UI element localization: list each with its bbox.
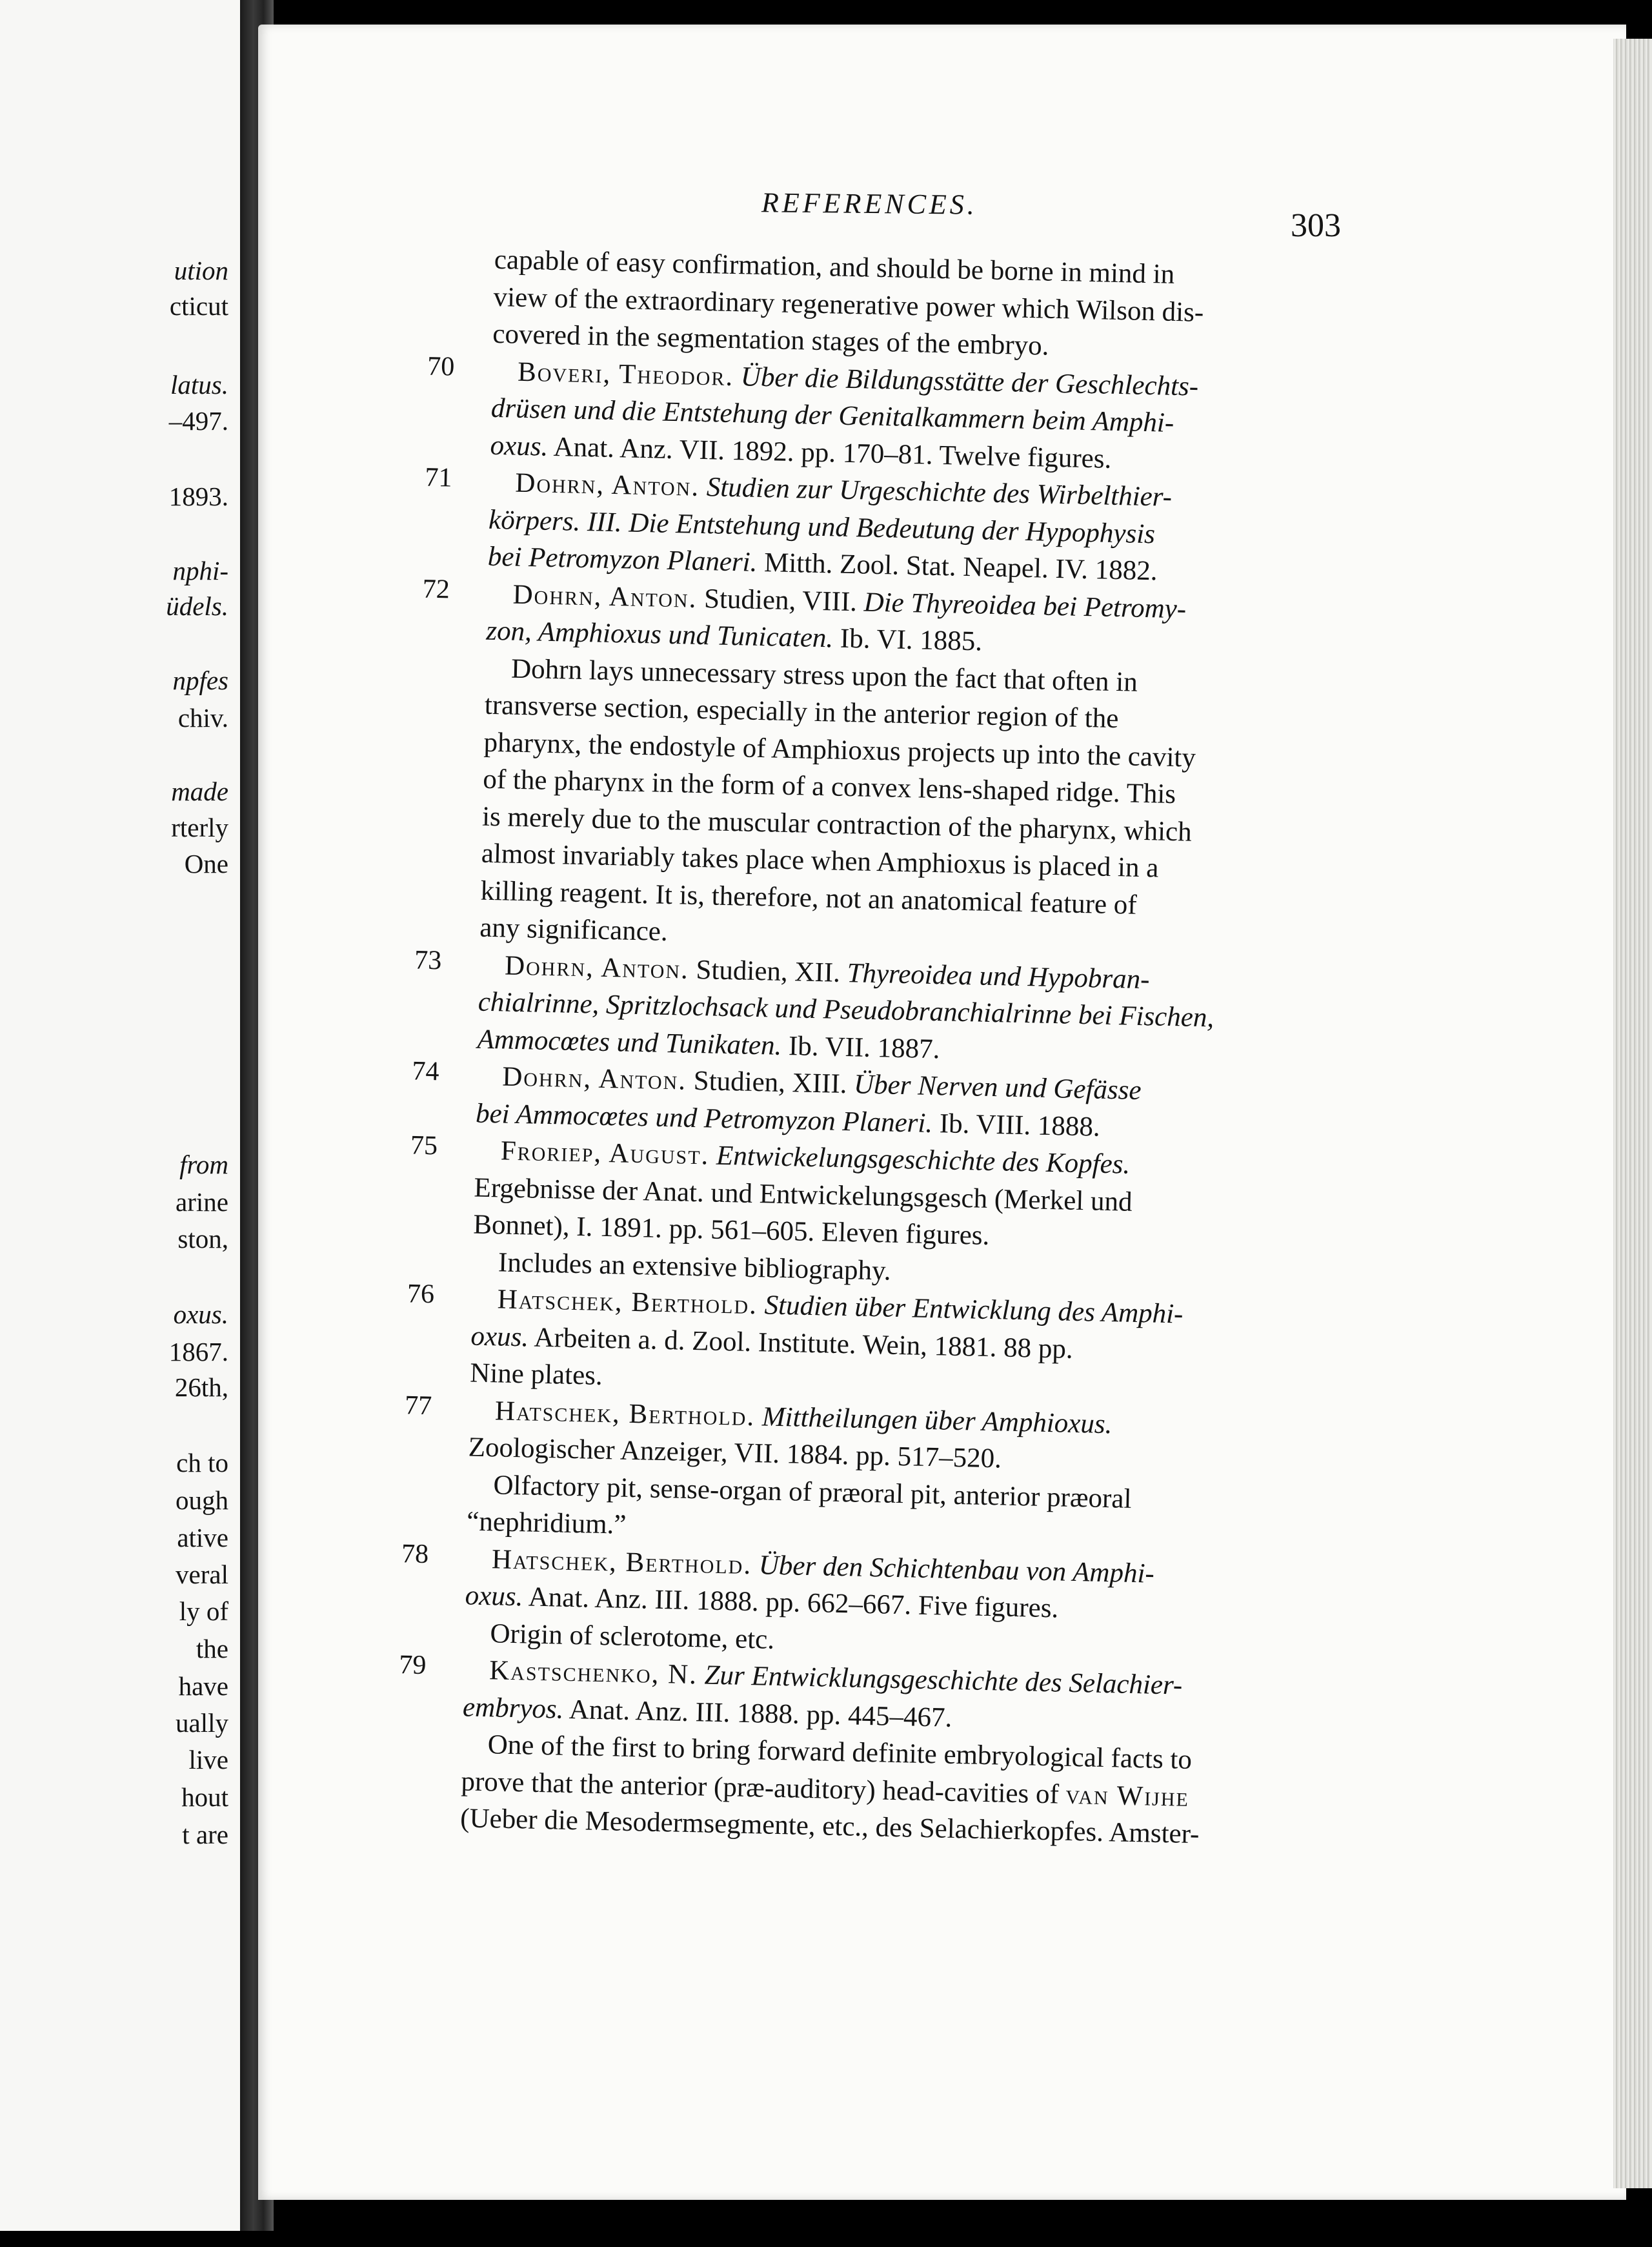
reference-line xyxy=(467,1507,627,1538)
reference-line xyxy=(473,1211,990,1250)
title-text: drüsen und die Entstehung der Genitalkammern beim Amphi- xyxy=(490,392,1174,438)
author-name: Dohrn, Anton. xyxy=(514,467,700,502)
body-text: Anat. Anz. III. 1888. pp. 662–667. Five figures. xyxy=(522,1581,1059,1624)
reference-heading-line xyxy=(489,1656,1183,1699)
left-page-fragment: ough xyxy=(176,1485,228,1515)
body-text: Dohrn lays unnecessary stress upon the fact that often in xyxy=(510,653,1138,698)
left-page-fragment: 26th, xyxy=(174,1372,228,1402)
reference-line xyxy=(482,802,1192,846)
body-text: Studien, XII. xyxy=(689,954,848,988)
page-number: 303 xyxy=(1291,207,1341,244)
reference-heading-line xyxy=(505,951,1150,993)
body-text: almost invariably takes place when Amphioxus is placed in a xyxy=(481,838,1159,884)
left-page-fragment: oxus. xyxy=(173,1299,228,1329)
left-page-fragment: 1893. xyxy=(168,482,228,511)
left-page-fragment: ston, xyxy=(177,1224,228,1254)
left-page-fragment: One xyxy=(184,849,228,879)
author-name: Dohrn, Anton. xyxy=(512,579,698,614)
left-page-fragment: cticut xyxy=(169,291,228,321)
left-page-fragment: ly of xyxy=(179,1596,228,1626)
reference-line xyxy=(483,728,1196,771)
reference-line xyxy=(487,543,1158,585)
reference-line xyxy=(476,1099,1100,1141)
title-text: bei Ammocœtes und Petromyzon Planeri. xyxy=(475,1098,933,1139)
reference-number: 79 xyxy=(398,1650,427,1681)
title-text: oxus. xyxy=(470,1320,529,1352)
body-text: Ib. VI. 1885. xyxy=(832,623,983,657)
reference-line xyxy=(481,840,1158,882)
reference-line xyxy=(474,1174,1133,1215)
reference-heading-line xyxy=(500,1137,1130,1178)
reference-number: 77 xyxy=(404,1390,432,1421)
title-text: zon, Amphioxus und Tunicaten. xyxy=(485,615,834,654)
reference-line xyxy=(468,1433,1002,1472)
reference-line xyxy=(490,394,1174,437)
reference-heading-line xyxy=(492,1545,1155,1587)
reference-line xyxy=(463,1693,952,1732)
left-page-fragment: live xyxy=(188,1745,228,1774)
left-page-fragment: 1867. xyxy=(168,1337,228,1367)
title-text: Über die Bildungsstätte der Geschlechts- xyxy=(733,361,1199,402)
title-text: Mittheilungen über Amphioxus. xyxy=(754,1401,1113,1439)
reference-heading-line xyxy=(518,358,1199,400)
reference-line xyxy=(470,1359,603,1389)
left-page-fragment: rterly xyxy=(171,813,228,842)
body-text: prove that the anterior (præ-auditory) head-cavities of xyxy=(461,1765,1067,1810)
continuation-line: covered in the segmentation stages of the embryo. xyxy=(492,318,1049,361)
left-page-fragment: made xyxy=(171,777,228,806)
reference-line xyxy=(484,691,1118,733)
reference-number: 74 xyxy=(412,1056,440,1087)
left-page-fragment: nphi- xyxy=(172,556,228,585)
left-page-fragment: chiv. xyxy=(177,703,228,733)
author-name: Dohrn, Anton. xyxy=(501,1061,687,1096)
left-page-fragment: t are xyxy=(182,1820,228,1849)
body-text: Bonnet), I. 1891. pp. 561–605. Eleven figures. xyxy=(472,1209,990,1251)
body-text: killing reagent. It is, therefore, not an anatomical feature of xyxy=(480,875,1138,920)
title-text: oxus. xyxy=(490,430,549,462)
reference-line xyxy=(479,914,668,946)
reference-line xyxy=(487,1731,1192,1774)
body-text: Origin of sclerotome, etc. xyxy=(490,1618,775,1655)
body-text: Studien, XIII. xyxy=(686,1065,854,1100)
running-header: REFERENCES. xyxy=(761,187,978,221)
title-text: Zur Entwicklungsgeschichte des Selachier- xyxy=(697,1660,1183,1701)
reference-line xyxy=(477,1025,940,1063)
body-text: Zoologischer Anzeiger, VII. 1884. pp. 517–520. xyxy=(468,1432,1002,1474)
title-text: körpers. III. Die Entstehung und Bedeutung der Hypophysis xyxy=(488,504,1156,549)
reference-number: 76 xyxy=(407,1279,435,1310)
body-text: Ib. VII. 1887. xyxy=(781,1030,940,1064)
body-text: Ib. VIII. 1888. xyxy=(932,1108,1101,1143)
title-text: Die Thyreoidea bei Petromy- xyxy=(863,587,1187,624)
body-text: (Ueber die Mesodermsegmente, etc., des Selachierkopfes. Amster- xyxy=(459,1803,1200,1850)
reference-line xyxy=(478,988,1214,1032)
body-text: Mitth. Zool. Stat. Neapel. IV. 1882. xyxy=(756,547,1158,587)
reference-heading-line xyxy=(502,1062,1142,1104)
title-text: Thyreoidea und Hypobran- xyxy=(847,957,1150,995)
body-text: One of the first to bring forward definite embryological facts to xyxy=(487,1729,1193,1776)
body-text: is merely due to the muscular contraction of the pharynx, which xyxy=(481,801,1193,848)
reference-line xyxy=(465,1581,1058,1622)
left-page-fragment: –497. xyxy=(168,406,228,436)
body-text: Ergebnisse der Anat. und Entwickelungsgesch (Merkel und xyxy=(474,1172,1133,1217)
body-text: Anat. Anz. VII. 1892. pp. 170–81. Twelve figures. xyxy=(547,431,1112,474)
body-text: “nephridium.” xyxy=(466,1506,627,1540)
left-page-fragment: ually xyxy=(176,1708,228,1738)
reference-line xyxy=(511,655,1138,696)
author-name: van Wijhe xyxy=(1065,1779,1190,1813)
author-name: Froriep, August. xyxy=(500,1135,710,1171)
author-name: Dohrn, Anton. xyxy=(504,950,690,985)
left-page-fragment: ution xyxy=(174,256,228,285)
continuation-line: capable of easy confirmation, and should be borne in mind in xyxy=(494,244,1175,290)
reference-line xyxy=(470,1322,1073,1363)
left-page-fragment: npfes xyxy=(172,666,228,695)
left-page-fragment: have xyxy=(178,1671,228,1701)
title-text: Über Nerven und Gefässe xyxy=(853,1069,1142,1106)
body-text: Nine plates. xyxy=(469,1357,603,1391)
left-page-fragment: latus. xyxy=(170,370,228,400)
reference-line xyxy=(480,877,1137,919)
author-name: Hatschek, Berthold. xyxy=(491,1543,752,1580)
body-text: Anat. Anz. III. 1888. pp. 445–467. xyxy=(563,1694,952,1733)
title-text: embryos. xyxy=(462,1691,564,1725)
reference-line xyxy=(483,766,1176,808)
body-text: Studien, VIII. xyxy=(696,583,865,617)
title-text: Studien zur Urgeschichte des Wirbelthier- xyxy=(699,471,1173,513)
left-page-fragment: ative xyxy=(177,1523,228,1552)
title-text: Über den Schichtenbau von Amphi- xyxy=(751,1549,1155,1589)
body-text: any significance. xyxy=(479,912,669,947)
reference-number: 70 xyxy=(427,351,455,382)
author-name: Kastschenko, N. xyxy=(489,1655,698,1691)
title-text: Studien über Entwicklung des Amphi- xyxy=(757,1290,1184,1330)
reference-number: 72 xyxy=(422,574,450,604)
continuation-line: view of the extraordinary regenerative power which Wilson dis- xyxy=(493,281,1204,328)
reference-number: 78 xyxy=(401,1538,429,1569)
body-text: Includes an extensive bibliography. xyxy=(498,1246,892,1286)
reference-heading-line xyxy=(495,1397,1113,1438)
title-text: bei Petromyzon Planeri. xyxy=(487,541,758,578)
title-text: chialrinne, Spritzlochsack und Pseudobranchialrinne bei Fischen, xyxy=(478,986,1214,1033)
left-page-fragment: veral xyxy=(176,1560,228,1589)
reference-line xyxy=(490,1620,774,1654)
reference-heading-line xyxy=(512,580,1186,623)
title-text: Entwickelungsgeschichte des Kopfes. xyxy=(709,1140,1131,1180)
body-text: transverse section, especially in the anterior region of the xyxy=(484,689,1119,735)
reference-line xyxy=(461,1767,1189,1811)
reference-line xyxy=(486,617,983,656)
reference-line xyxy=(489,505,1156,548)
body-text: pharynx, the endostyle of Amphioxus projects up into the cavity xyxy=(483,727,1196,773)
left-page-fragment: ch to xyxy=(176,1448,228,1478)
reference-line xyxy=(460,1804,1200,1848)
reference-heading-line xyxy=(497,1285,1184,1328)
author-name: Hatschek, Berthold. xyxy=(497,1284,758,1321)
title-text: Ammocœtes und Tunikaten. xyxy=(477,1024,782,1061)
reference-line xyxy=(498,1248,891,1285)
reference-heading-line xyxy=(515,469,1172,511)
left-page-fragment: the xyxy=(196,1634,228,1663)
left-page-fragment: üdels. xyxy=(166,591,228,621)
author-name: Hatschek, Berthold. xyxy=(494,1395,756,1432)
author-name: Boveri, Theodor. xyxy=(517,356,734,392)
left-page-fragment: arine xyxy=(176,1187,228,1217)
title-text: oxus. xyxy=(465,1580,523,1612)
left-page-fragment: hout xyxy=(181,1782,228,1812)
reference-number: 73 xyxy=(414,944,442,975)
reference-line xyxy=(493,1471,1132,1513)
body-text: Olfactory pit, sense-organ of præoral pit, anterior præoral xyxy=(493,1469,1132,1514)
reference-number: 75 xyxy=(410,1130,438,1161)
reference-line xyxy=(490,431,1112,473)
body-text: of the pharynx in the form of a convex lens-shaped ridge. This xyxy=(482,764,1176,810)
reference-number: 71 xyxy=(425,462,453,493)
body-text: Arbeiten a. d. Zool. Institute. Wein, 1881. 88 pp. xyxy=(528,1321,1074,1365)
left-page-fragment: from xyxy=(179,1150,228,1179)
